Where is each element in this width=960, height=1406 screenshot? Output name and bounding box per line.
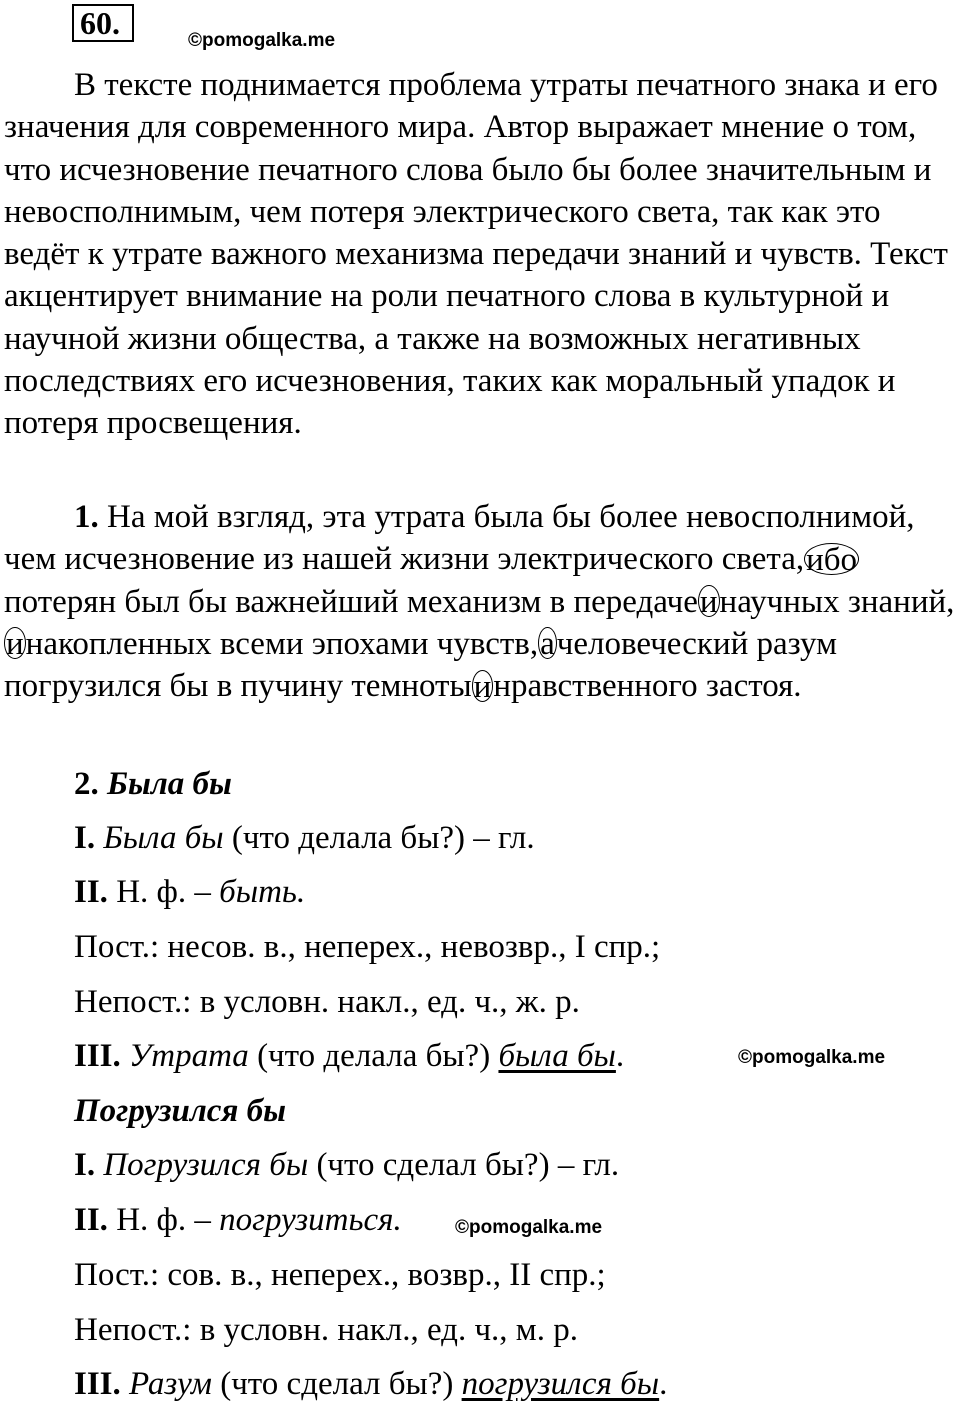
task1-text: На мой взгляд, эта утрата была бы более невосполнимой, чем исчезновение из нашей жизни электрического света, <box>4 499 915 578</box>
word1-initial-form: быть. <box>219 874 306 910</box>
paragraph-summary <box>4 64 956 445</box>
word2-heading <box>74 1091 286 1131</box>
word1-part-iii <box>74 1036 624 1076</box>
word1-part-i <box>74 818 535 858</box>
period: . <box>615 1038 625 1074</box>
roman-label: III. <box>74 1366 121 1402</box>
word2-part-i <box>74 1145 619 1185</box>
roman-label: II. <box>74 1202 108 1238</box>
word1-subject: Утрата <box>129 1038 249 1074</box>
exercise-number: 60. <box>72 4 134 42</box>
word1-title: Была бы <box>107 766 232 802</box>
circled-conjunction: и <box>699 584 718 621</box>
paragraph-text: В тексте поднимается проблема утраты печатного знака и его значения для современного мира. Автор выражает мнение о том, что исчезновение печатного слова было бы более значительным и невосполнимым, чем потеря электрического света, так как это ведёт к утрате важного механизма передачи знаний и чувств. Текст акцентирует внимание на роли печатного слова в культурной и научной жизни общества, а также на возможных негативных последствиях его исчезновения, таких как моральный упадок и потеря просвещения. <box>4 67 948 442</box>
roman-label: II. <box>74 874 108 910</box>
roman-label: III. <box>74 1038 121 1074</box>
initial-form-label: Н. ф. – <box>107 874 220 910</box>
word1-question: (что делала бы?) – гл. <box>223 820 535 856</box>
word2-initial-form: погрузиться. <box>219 1202 402 1238</box>
task2-heading <box>74 764 232 804</box>
task1-text: нравственного застоя. <box>493 668 802 705</box>
circled-conjunction: и <box>473 668 492 705</box>
word2-part-iii <box>74 1364 667 1404</box>
word2-form: Погрузился бы <box>103 1147 309 1183</box>
roman-label: I. <box>74 820 96 856</box>
initial-form-label: Н. ф. – <box>107 1202 220 1238</box>
circled-conjunction: и <box>6 626 24 663</box>
word1-part-ii <box>74 872 305 912</box>
task1-text: человеческий разум погрузился бы в пучину темноты <box>4 625 837 705</box>
period: . <box>659 1366 668 1402</box>
word2-question: (что сделал бы?) <box>211 1366 462 1402</box>
word1-predicate: была бы <box>498 1038 616 1074</box>
circled-conjunction: ибо <box>806 541 858 578</box>
roman-label: I. <box>74 1147 96 1183</box>
word1-permanent: Пост.: несов. в., неперех., невозвр., I спр.; <box>74 929 661 965</box>
task1-number: 1. <box>74 499 99 535</box>
word1-nonpermanent: Непост.: в условн. накл., ед. ч., ж. р. <box>74 984 580 1020</box>
word2-nonpermanent: Непост.: в условн. накл., ед. ч., м. р. <box>74 1312 578 1348</box>
watermark: ©pomogalka.me <box>738 1047 886 1068</box>
word2-permanent: Пост.: сов. в., неперех., возвр., II спр.; <box>74 1257 606 1293</box>
word2-title: Погрузился бы <box>74 1093 287 1129</box>
watermark: ©pomogalka.me <box>455 1217 603 1238</box>
circled-conjunction: а <box>540 626 555 663</box>
watermark: ©pomogalka.me <box>188 30 336 51</box>
word1-form: Была бы <box>103 820 224 856</box>
task1-text: потерян был бы важнейший механизм в передаче <box>4 583 698 620</box>
word2-part-ii <box>74 1200 402 1240</box>
word1-question: (что делала бы?) <box>248 1038 499 1074</box>
task1-text: научных знаний, <box>719 583 955 620</box>
word2-predicate: погрузился бы <box>461 1366 660 1402</box>
word2-subject: Разум <box>129 1366 212 1402</box>
task2-number: 2. <box>74 766 99 802</box>
task1-text: накопленных всеми эпохами чувств, <box>25 625 539 662</box>
task1-paragraph <box>4 496 956 707</box>
word2-question: (что сделал бы?) – гл. <box>308 1147 620 1183</box>
